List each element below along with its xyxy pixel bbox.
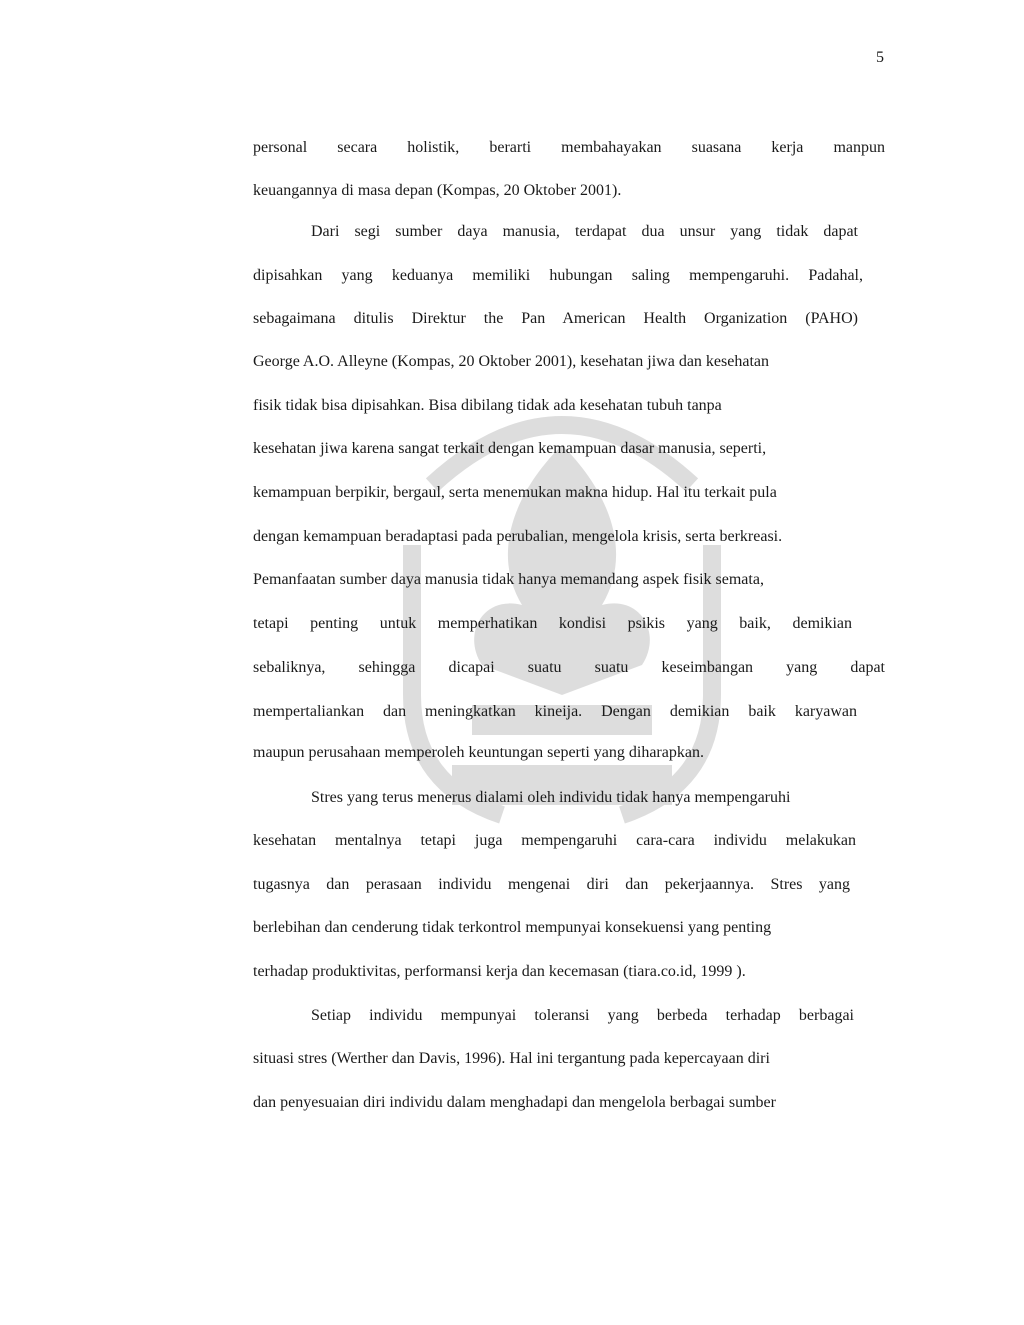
text-line: keuangannya di masa depan (Kompas, 20 Oktober 2001). <box>253 182 622 199</box>
page-number: 5 <box>876 49 884 66</box>
text-line: kesehatan jiwa karena sangat terkait dengan kemampuan dasar manusia, seperti, <box>253 440 767 457</box>
text-line: dengan kemampuan beradaptasi pada perubalian, mengelola krisis, serta berkreasi. <box>253 528 783 545</box>
text-line: sebagaimana ditulis Direktur the Pan American Health Organization (PAHO) <box>253 310 858 327</box>
text-line: situasi stres (Werther dan Davis, 1996). Hal ini tergantung pada kepercayaan diri <box>253 1050 770 1067</box>
text-line: fisik tidak bisa dipisahkan. Bisa dibilang tidak ada kesehatan tubuh tanpa <box>253 397 722 414</box>
text-line: Stres yang terus menerus dialami oleh individu tidak hanya mempengaruhi <box>311 789 791 806</box>
text-line: Pemanfaatan sumber daya manusia tidak hanya memandang aspek fisik semata, <box>253 571 764 588</box>
text-line: Setiap individu mempunyai toleransi yang berbeda terhadap berbagai <box>311 1007 854 1024</box>
text-line: dan penyesuaian diri individu dalam menghadapi dan mengelola berbagai sumber <box>253 1094 776 1111</box>
text-line: maupun perusahaan memperoleh keuntungan seperti yang diharapkan. <box>253 744 704 761</box>
text-line: dipisahkan yang keduanya memiliki hubungan saling mempengaruhi. Padahal, <box>253 267 863 284</box>
text-line: tugasnya dan perasaan individu mengenai diri dan pekerjaannya. Stres yang <box>253 876 850 893</box>
text-line: tetapi penting untuk memperhatikan kondisi psikis yang baik, demikian <box>253 615 852 632</box>
text-line: Dari segi sumber daya manusia, terdapat dua unsur yang tidak dapat <box>311 223 858 240</box>
text-line: sebaliknya, sehingga dicapai suatu suatu keseimbangan yang dapat <box>253 659 885 676</box>
text-line: terhadap produktivitas, performansi kerja dan kecemasan (tiara.co.id, 1999 ). <box>253 963 746 980</box>
text-line: personal secara holistik, berarti membahayakan suasana kerja manpun <box>253 139 885 156</box>
text-line: mempertaliankan dan meningkatkan kineija. Dengan demikian baik karyawan <box>253 703 857 720</box>
text-line: George A.O. Alleyne (Kompas, 20 Oktober 2001), kesehatan jiwa dan kesehatan <box>253 353 770 370</box>
text-line: kesehatan mentalnya tetapi juga mempengaruhi cara-cara individu melakukan <box>253 832 856 849</box>
text-line: kemampuan berpikir, bergaul, serta menemukan makna hidup. Hal itu terkait pula <box>253 484 777 501</box>
text-line: berlebihan dan cenderung tidak terkontrol mempunyai konsekuensi yang penting <box>253 919 772 936</box>
